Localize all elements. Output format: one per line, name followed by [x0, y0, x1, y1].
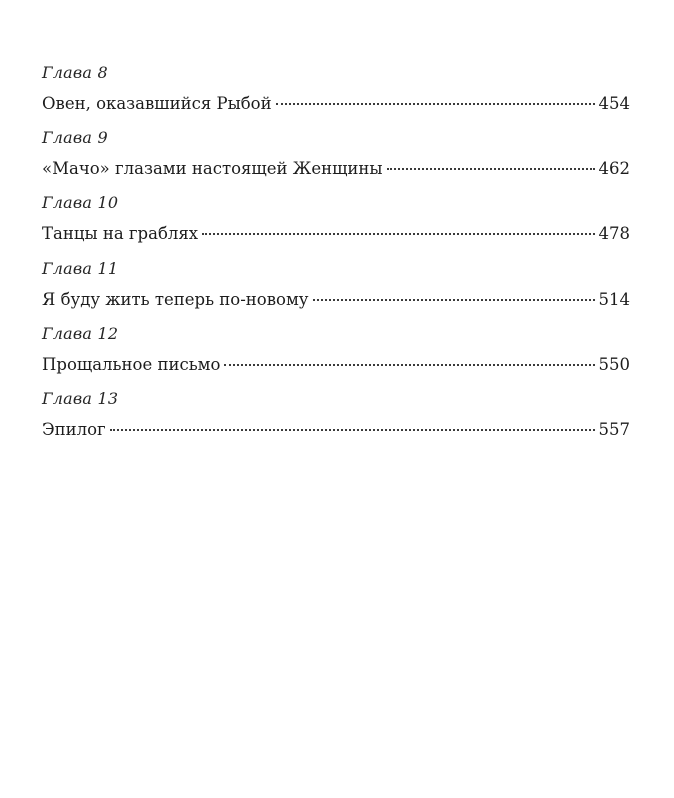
chapter-label: Глава 10: [42, 193, 119, 213]
page-number: 514: [598, 289, 630, 309]
chapter-label: Глава 13: [42, 388, 119, 408]
toc-entry: [42, 192, 630, 257]
table-of-contents: [42, 62, 630, 453]
toc-entry-row[interactable]: [42, 92, 630, 116]
chapter-title: Прощальное письмо: [42, 354, 221, 374]
toc-entry: [42, 388, 630, 453]
page-number: 550: [598, 354, 630, 374]
dot-leader: [387, 168, 595, 170]
toc-entry: [42, 62, 630, 127]
toc-entry-row[interactable]: [42, 222, 630, 246]
toc-entry-row[interactable]: [42, 157, 630, 181]
dot-leader: [224, 364, 594, 366]
chapter-title: Танцы на граблях: [42, 224, 199, 244]
chapter-title: Эпилог: [42, 419, 106, 439]
chapter-label: Глава 8: [42, 63, 108, 82]
chapter-title: Овен, оказавшийся Рыбой: [42, 94, 272, 113]
toc-entry: [42, 127, 630, 192]
toc-entry: [42, 323, 630, 388]
chapter-label: Глава 9: [42, 128, 108, 148]
page-number: 478: [598, 224, 630, 244]
chapter-title: Я буду жить теперь по-новому: [42, 289, 309, 309]
dot-leader: [313, 299, 595, 301]
dot-leader: [202, 233, 594, 235]
page-number: 557: [598, 419, 630, 439]
toc-entry: [42, 258, 630, 323]
dot-leader: [110, 429, 595, 431]
chapter-label: Глава 12: [42, 323, 119, 343]
dot-leader: [276, 103, 595, 105]
toc-entry-row[interactable]: [42, 288, 630, 312]
chapter-label: Глава 11: [42, 258, 119, 278]
toc-entry-row[interactable]: [42, 418, 630, 442]
page-number: 454: [598, 94, 630, 113]
chapter-title: «Мачо» глазами настоящей Женщины: [42, 159, 383, 179]
page-number: 462: [598, 159, 630, 179]
toc-entry-row[interactable]: [42, 353, 630, 377]
